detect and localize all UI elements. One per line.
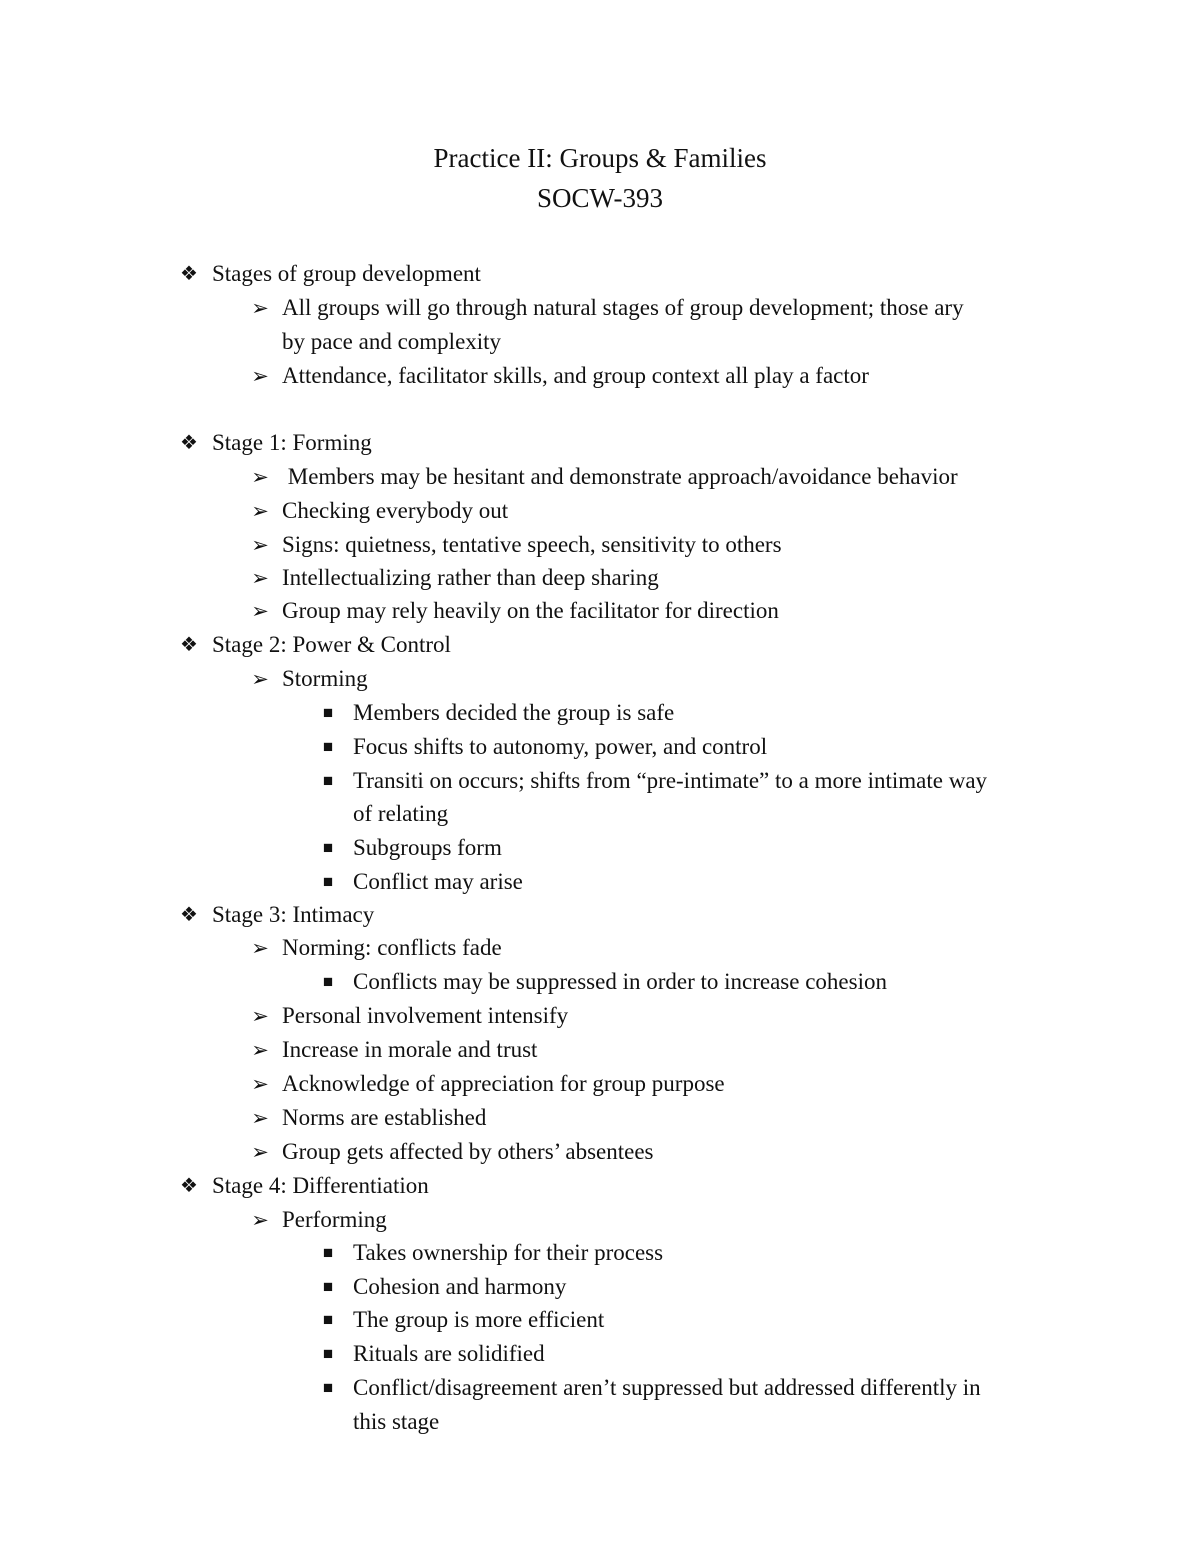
arrow-bullet-icon: ➢ <box>251 1004 269 1028</box>
list-item-text: Group gets affected by others’ absentees <box>282 1139 654 1164</box>
list-item-text: Attendance, facilitator skills, and group context all play a factor <box>282 363 869 388</box>
square-bullet-icon: ■ <box>322 838 334 857</box>
list-item-text: Norms are established <box>282 1105 487 1130</box>
list-item-text: Stage 2: Power & Control <box>212 632 451 657</box>
arrow-bullet-icon: ➢ <box>251 1208 269 1232</box>
arrow-bullet-icon: ➢ <box>251 296 269 320</box>
arrow-bullet-icon: ➢ <box>251 499 269 523</box>
square-bullet-icon: ■ <box>322 1277 334 1296</box>
list-item-text: Performing <box>282 1207 387 1232</box>
list-item-text: Stage 1: Forming <box>212 430 372 455</box>
list-item-text: Checking everybody out <box>282 498 509 523</box>
arrow-bullet-icon: ➢ <box>251 1140 269 1164</box>
list-item-text: Increase in morale and trust <box>282 1037 538 1062</box>
square-bullet-icon: ■ <box>322 1243 334 1262</box>
square-bullet-icon: ■ <box>322 1378 334 1397</box>
arrow-bullet-icon: ➢ <box>251 1038 269 1062</box>
list-item-text: Focus shifts to autonomy, power, and control <box>353 734 768 759</box>
list-item-text: Members decided the group is safe <box>353 700 675 725</box>
arrow-bullet-icon: ➢ <box>251 936 269 960</box>
arrow-bullet-icon: ➢ <box>251 465 269 489</box>
arrow-bullet-icon: ➢ <box>251 1106 269 1130</box>
square-bullet-icon: ■ <box>322 1344 334 1363</box>
list-item-text: The group is more efficient <box>353 1307 605 1332</box>
list-item-text: Cohesion and harmony <box>353 1274 567 1299</box>
list-item-text: Rituals are solidified <box>353 1341 545 1366</box>
square-bullet-icon: ■ <box>322 872 334 891</box>
course-code: SOCW-393 <box>536 183 663 213</box>
arrow-bullet-icon: ➢ <box>251 364 269 388</box>
list-item-text: Members may be hesitant and demonstrate approach/avoidance behavior <box>282 464 958 489</box>
list-item-text: Takes ownership for their process <box>353 1240 664 1265</box>
list-item-text: All groups will go through natural stages of group development; those ary <box>282 295 964 320</box>
square-bullet-icon: ■ <box>322 737 334 756</box>
square-bullet-icon: ■ <box>322 771 334 790</box>
list-item-text: Acknowledge of appreciation for group purpose <box>282 1071 725 1096</box>
arrow-bullet-icon: ➢ <box>251 533 269 557</box>
arrow-bullet-icon: ➢ <box>251 566 269 590</box>
diamond-bullet-icon: ❖ <box>180 263 198 285</box>
diamond-bullet-icon: ❖ <box>180 1175 198 1197</box>
arrow-bullet-icon: ➢ <box>251 599 269 623</box>
list-item-text: Transiti on occurs; shifts from “pre-intimate” to a more intimate way <box>353 768 988 793</box>
square-bullet-icon: ■ <box>322 703 334 722</box>
list-item-text: Personal involvement intensify <box>282 1003 569 1028</box>
list-item-text: Stages of group development <box>212 261 481 286</box>
list-item-text: Conflicts may be suppressed in order to increase cohesion <box>353 969 887 994</box>
list-item-text: Stage 3: Intimacy <box>212 902 375 927</box>
list-item-text: Subgroups form <box>353 835 502 860</box>
title-block <box>0 138 1200 218</box>
list-item-continuation: of relating <box>353 801 449 826</box>
list-item-text: Conflict/disagreement aren’t suppressed but addressed differently in <box>353 1375 981 1400</box>
list-item-text: Storming <box>282 666 368 691</box>
list-item-text: Intellectualizing rather than deep sharing <box>282 565 659 590</box>
square-bullet-icon: ■ <box>322 972 334 991</box>
arrow-bullet-icon: ➢ <box>251 1072 269 1096</box>
document-title: Practice II: Groups & Families <box>433 143 767 173</box>
list-item-continuation: by pace and complexity <box>282 329 502 354</box>
list-item-continuation: this stage <box>353 1409 440 1434</box>
list-item-text: Norming: conflicts fade <box>282 935 502 960</box>
square-bullet-icon: ■ <box>322 1310 334 1329</box>
diamond-bullet-icon: ❖ <box>180 634 198 656</box>
diamond-bullet-icon: ❖ <box>180 432 198 454</box>
list-item-text: Stage 4: Differentiation <box>212 1173 429 1198</box>
diamond-bullet-icon: ❖ <box>180 904 198 926</box>
list-item-text: Group may rely heavily on the facilitator for direction <box>282 598 779 623</box>
list-item-text: Signs: quietness, tentative speech, sensitivity to others <box>282 532 782 557</box>
list-item-text: Conflict may arise <box>353 869 523 894</box>
arrow-bullet-icon: ➢ <box>251 667 269 691</box>
